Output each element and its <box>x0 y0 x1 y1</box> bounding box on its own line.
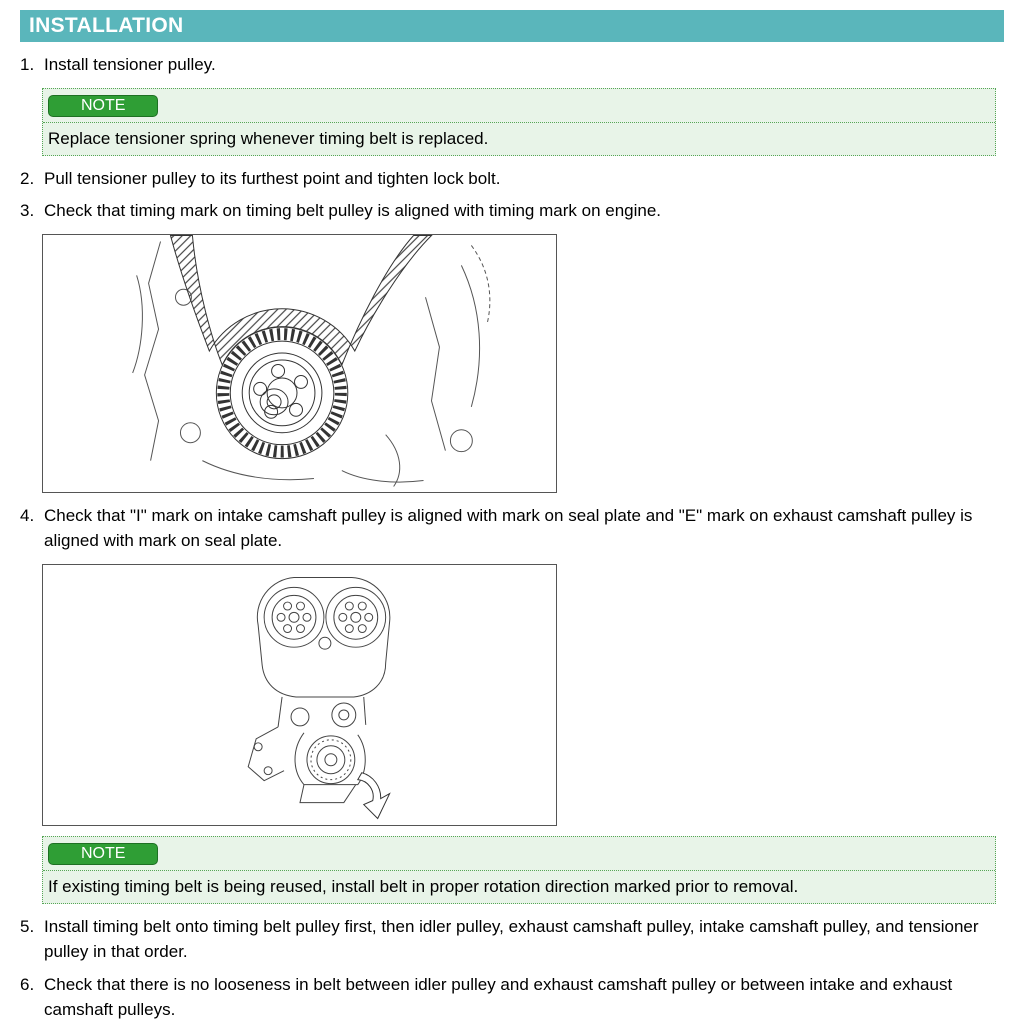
step-6-number: 6. <box>20 974 35 994</box>
step-3 <box>20 198 1004 224</box>
step-1 <box>20 52 1004 78</box>
note-1-header <box>43 89 995 123</box>
note-box-2 <box>42 836 996 904</box>
step-4-text: Check that "I" mark on intake camshaft pulley is aligned with mark on seal plate and "E" mark on exhaust camshaft pulley is aligned with mark on seal plate. <box>44 505 973 550</box>
note-2-header <box>43 837 995 871</box>
step-4 <box>20 503 1004 554</box>
timing-belt-pulley-diagram <box>43 235 556 492</box>
step-3-number: 3. <box>20 201 35 220</box>
step-6-text: Check that there is no looseness in belt between idler pulley and exhaust camshaft pulley or between intake and exhaust camshaft pulleys. <box>44 974 953 1019</box>
note-box-1 <box>42 88 996 156</box>
section-title: INSTALLATION <box>29 14 184 37</box>
figure-timing-belt-pulley <box>42 234 557 493</box>
step-5 <box>20 914 1004 965</box>
step-1-text: Install tensioner pulley. <box>44 55 216 74</box>
step-2-text: Pull tensioner pulley to its furthest point and tighten lock bolt. <box>44 168 501 188</box>
note-2-text: If existing timing belt is being reused, install belt in proper rotation direction marked prior to removal. <box>48 876 799 896</box>
camshaft-pulley-alignment-diagram <box>43 565 556 825</box>
step-5-text: Install timing belt onto timing belt pulley first, then idler pulley, exhaust camshaft pulley, intake camshaft pulley, and tensioner pulley in that order. <box>44 916 979 961</box>
note-1-badge: NOTE <box>48 95 158 117</box>
figure-camshaft-alignment <box>42 564 557 826</box>
note-2-badge: NOTE <box>48 843 158 865</box>
step-5-number: 5. <box>20 916 35 936</box>
step-2-number: 2. <box>20 168 35 188</box>
note-1-text: Replace tensioner spring whenever timing belt is replaced. <box>48 128 489 148</box>
section-header <box>20 10 1004 42</box>
step-3-text: Check that timing mark on timing belt pulley is aligned with timing mark on engine. <box>44 201 662 220</box>
step-6 <box>20 972 1004 1023</box>
step-2 <box>20 166 1004 192</box>
step-4-number: 4. <box>20 505 35 525</box>
step-1-number: 1. <box>20 55 35 74</box>
